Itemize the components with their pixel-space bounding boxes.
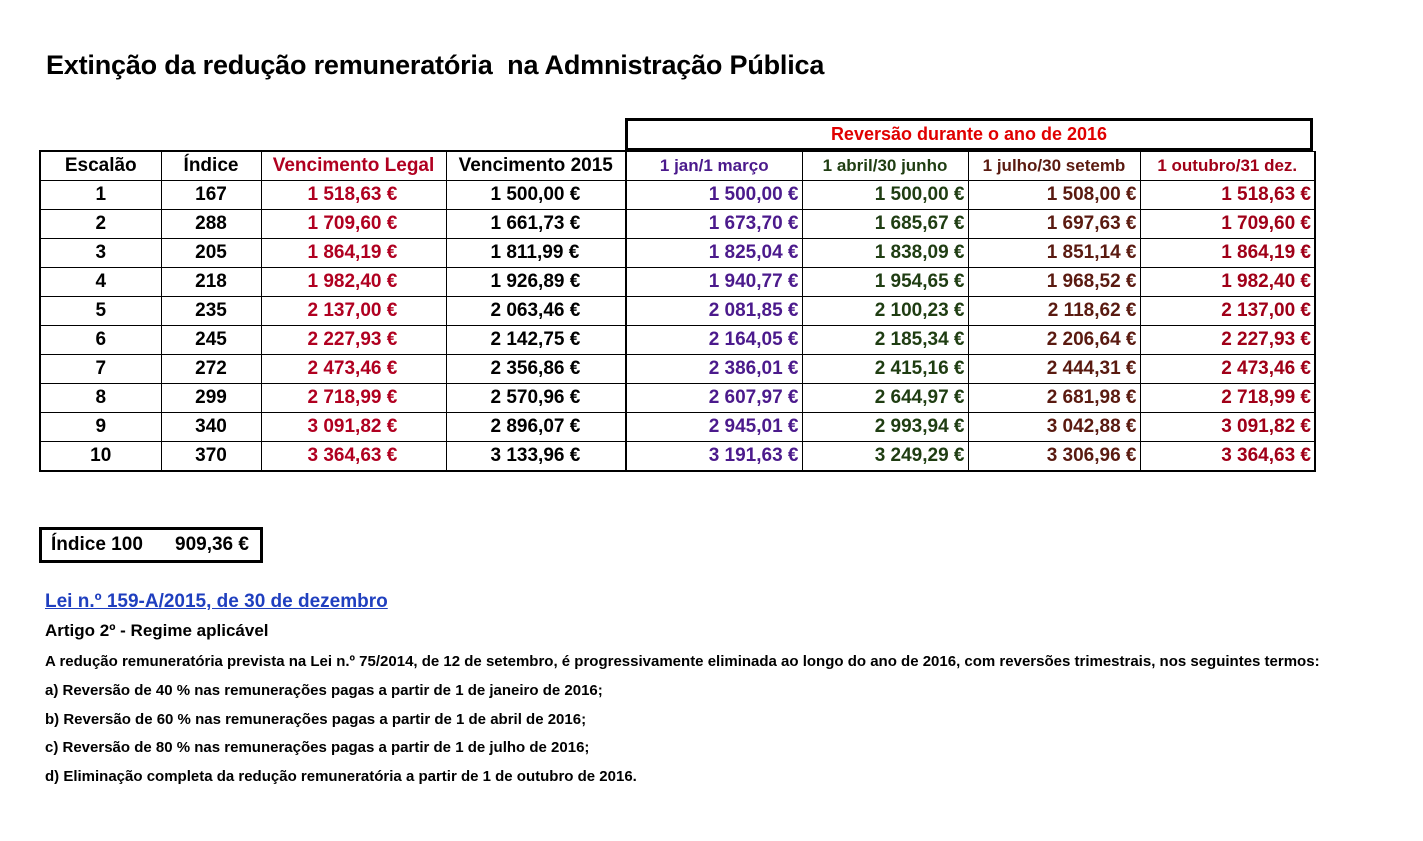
cell-abr-jun: 1 954,65 € <box>802 268 968 297</box>
cell-jul-set: 1 508,00 € <box>968 181 1140 210</box>
cell-indice: 245 <box>161 326 261 355</box>
cell-out-dez: 3 091,82 € <box>1140 413 1315 442</box>
cell-indice: 167 <box>161 181 261 210</box>
cell-abr-jun: 2 415,16 € <box>802 355 968 384</box>
cell-indice: 370 <box>161 442 261 472</box>
cell-jul-set: 2 444,31 € <box>968 355 1140 384</box>
table-row <box>40 239 1315 268</box>
reversao-header: Reversão durante o ano de 2016 <box>625 118 1313 151</box>
cell-jul-set: 1 851,14 € <box>968 239 1140 268</box>
cell-vencimento-legal: 1 709,60 € <box>261 210 446 239</box>
col-header-escalao: Escalão <box>40 151 161 181</box>
cell-escalao: 8 <box>40 384 161 413</box>
indice-label: Índice 100 <box>51 534 143 555</box>
indice-100-box <box>39 527 263 563</box>
cell-jul-set: 1 697,63 € <box>968 210 1140 239</box>
cell-escalao: 3 <box>40 239 161 268</box>
cell-jan-mar: 2 081,85 € <box>626 297 802 326</box>
law-paragraph-intro: A redução remuneratória prevista na Lei n.º 75/2014, de 12 de setembro, é progressivamente eliminada ao longo do ano de 2016, com reversões trimestrais, nos seguintes termos: <box>45 653 1320 670</box>
cell-vencimento-legal: 2 227,93 € <box>261 326 446 355</box>
table-row <box>40 181 1315 210</box>
cell-vencimento-2015: 2 896,07 € <box>446 413 626 442</box>
col-header-vencimento-legal: Vencimento Legal <box>261 151 446 181</box>
cell-vencimento-2015: 3 133,96 € <box>446 442 626 472</box>
cell-jan-mar: 1 825,04 € <box>626 239 802 268</box>
cell-out-dez: 1 518,63 € <box>1140 181 1315 210</box>
cell-abr-jun: 2 185,34 € <box>802 326 968 355</box>
cell-indice: 288 <box>161 210 261 239</box>
law-paragraph-d: d) Eliminação completa da redução remuneratória a partir de 1 de outubro de 2016. <box>45 768 637 785</box>
col-header-abr-jun: 1 abril/30 junho <box>802 151 968 181</box>
page-title: Extinção da redução remuneratória na Admnistração Pública <box>46 50 825 80</box>
cell-jul-set: 3 306,96 € <box>968 442 1140 472</box>
cell-out-dez: 3 364,63 € <box>1140 442 1315 472</box>
cell-jan-mar: 1 940,77 € <box>626 268 802 297</box>
cell-jan-mar: 2 164,05 € <box>626 326 802 355</box>
cell-indice: 272 <box>161 355 261 384</box>
cell-out-dez: 1 864,19 € <box>1140 239 1315 268</box>
cell-escalao: 5 <box>40 297 161 326</box>
law-link[interactable]: Lei n.º 159-A/2015, de 30 de dezembro <box>45 591 388 612</box>
col-header-vencimento-2015: Vencimento 2015 <box>446 151 626 181</box>
cell-indice: 299 <box>161 384 261 413</box>
cell-vencimento-2015: 2 356,86 € <box>446 355 626 384</box>
cell-jan-mar: 1 673,70 € <box>626 210 802 239</box>
law-paragraph-b: b) Reversão de 60 % nas remunerações pagas a partir de 1 de abril de 2016; <box>45 711 587 728</box>
table-row <box>40 297 1315 326</box>
cell-escalao: 10 <box>40 442 161 472</box>
cell-abr-jun: 2 644,97 € <box>802 384 968 413</box>
cell-vencimento-legal: 1 518,63 € <box>261 181 446 210</box>
table-row <box>40 355 1315 384</box>
cell-vencimento-legal: 2 473,46 € <box>261 355 446 384</box>
cell-jan-mar: 2 386,01 € <box>626 355 802 384</box>
cell-vencimento-2015: 1 926,89 € <box>446 268 626 297</box>
cell-abr-jun: 2 993,94 € <box>802 413 968 442</box>
cell-indice: 340 <box>161 413 261 442</box>
indice-value: 909,36 € <box>175 534 249 555</box>
cell-out-dez: 1 982,40 € <box>1140 268 1315 297</box>
table-row <box>40 384 1315 413</box>
cell-indice: 218 <box>161 268 261 297</box>
col-header-indice: Índice <box>161 151 261 181</box>
cell-abr-jun: 1 838,09 € <box>802 239 968 268</box>
cell-abr-jun: 3 249,29 € <box>802 442 968 472</box>
cell-jul-set: 2 681,98 € <box>968 384 1140 413</box>
cell-jan-mar: 2 607,97 € <box>626 384 802 413</box>
cell-abr-jun: 1 685,67 € <box>802 210 968 239</box>
cell-jul-set: 3 042,88 € <box>968 413 1140 442</box>
cell-indice: 235 <box>161 297 261 326</box>
cell-out-dez: 2 137,00 € <box>1140 297 1315 326</box>
table-row <box>40 326 1315 355</box>
cell-jul-set: 2 118,62 € <box>968 297 1140 326</box>
cell-out-dez: 2 473,46 € <box>1140 355 1315 384</box>
cell-jan-mar: 3 191,63 € <box>626 442 802 472</box>
table-row <box>40 413 1315 442</box>
cell-vencimento-legal: 3 364,63 € <box>261 442 446 472</box>
col-header-out-dez: 1 outubro/31 dez. <box>1140 151 1315 181</box>
table-header-row <box>40 151 1315 181</box>
cell-vencimento-legal: 1 864,19 € <box>261 239 446 268</box>
cell-jul-set: 1 968,52 € <box>968 268 1140 297</box>
cell-jul-set: 2 206,64 € <box>968 326 1140 355</box>
cell-jan-mar: 1 500,00 € <box>626 181 802 210</box>
artigo-heading: Artigo 2º - Regime aplicável <box>45 621 269 640</box>
cell-vencimento-2015: 2 142,75 € <box>446 326 626 355</box>
cell-escalao: 6 <box>40 326 161 355</box>
cell-vencimento-legal: 3 091,82 € <box>261 413 446 442</box>
cell-vencimento-2015: 2 063,46 € <box>446 297 626 326</box>
col-header-jul-set: 1 julho/30 setemb <box>968 151 1140 181</box>
cell-jan-mar: 2 945,01 € <box>626 413 802 442</box>
cell-abr-jun: 1 500,00 € <box>802 181 968 210</box>
cell-vencimento-2015: 1 661,73 € <box>446 210 626 239</box>
cell-abr-jun: 2 100,23 € <box>802 297 968 326</box>
law-paragraph-c: c) Reversão de 80 % nas remunerações pagas a partir de 1 de julho de 2016; <box>45 739 590 756</box>
table-row <box>40 442 1315 472</box>
cell-vencimento-legal: 1 982,40 € <box>261 268 446 297</box>
salary-table <box>39 150 1316 472</box>
cell-escalao: 9 <box>40 413 161 442</box>
table-row <box>40 268 1315 297</box>
cell-out-dez: 2 227,93 € <box>1140 326 1315 355</box>
cell-vencimento-legal: 2 137,00 € <box>261 297 446 326</box>
cell-escalao: 1 <box>40 181 161 210</box>
law-paragraph-a: a) Reversão de 40 % nas remunerações pagas a partir de 1 de janeiro de 2016; <box>45 682 603 699</box>
cell-vencimento-2015: 2 570,96 € <box>446 384 626 413</box>
table-row <box>40 210 1315 239</box>
cell-vencimento-legal: 2 718,99 € <box>261 384 446 413</box>
cell-escalao: 7 <box>40 355 161 384</box>
cell-escalao: 2 <box>40 210 161 239</box>
cell-vencimento-2015: 1 500,00 € <box>446 181 626 210</box>
cell-escalao: 4 <box>40 268 161 297</box>
cell-indice: 205 <box>161 239 261 268</box>
cell-out-dez: 1 709,60 € <box>1140 210 1315 239</box>
cell-vencimento-2015: 1 811,99 € <box>446 239 626 268</box>
cell-out-dez: 2 718,99 € <box>1140 384 1315 413</box>
col-header-jan-mar: 1 jan/1 março <box>626 151 802 181</box>
